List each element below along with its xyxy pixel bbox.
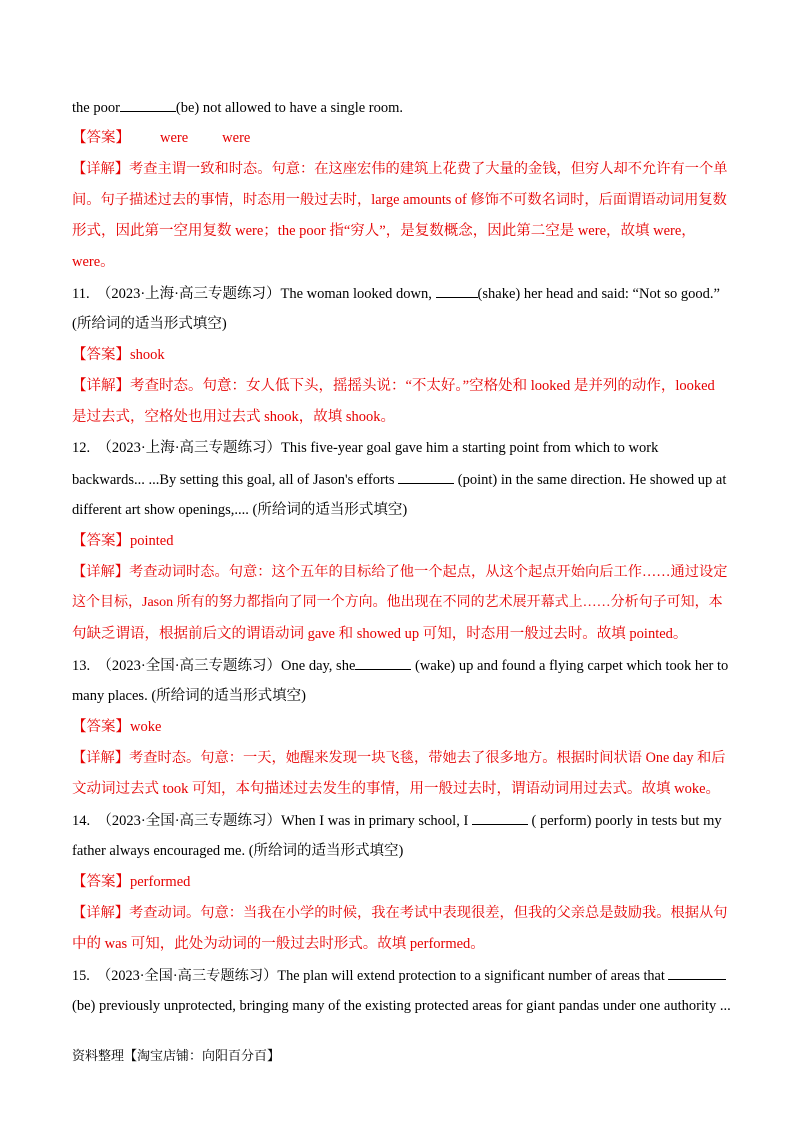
explanation-10-line-2: 间。句子描述过去的事情，时态用一般过去时，large amounts of 修饰不可数名词时，后面谓语动词用复数 (72, 192, 727, 208)
explanation-11-line-2: 是过去式，空格处也用过去式 shook，故填 shook。 (72, 409, 396, 425)
answer-blank (436, 283, 478, 298)
question-12-line-3: different art show openings,.... (所给词的适当形式填空) (72, 502, 408, 518)
question-12-line-1: 12. （2023·上海·高三专题练习）This five-year goal gave him a starting point from which to work (72, 440, 659, 456)
page-footer: 资料整理【淘宝店铺：向阳百分百】 (72, 1049, 281, 1064)
answer-13: 【答案】woke (72, 719, 162, 735)
question-11: 11. （2023·上海·高三专题练习）The woman looked down, (shake) her head and said: “Not so good.” (72, 283, 732, 304)
question-12-line-2: backwards... ...By setting this goal, all of Jason's efforts (point) in the same direction. He showed up at (72, 469, 732, 490)
explanation-10-line-4: were。 (72, 254, 115, 270)
answer-blank (355, 655, 411, 670)
question-15-line-2: (be) previously unprotected, bringing many of the existing protected areas for giant pandas under one authority ... (72, 998, 731, 1014)
explanation-11-line-1: 【详解】考查时态。句意：女人低下头，摇摇头说：“不太好。”空格处和 looked 是并列的动作，looked (72, 378, 715, 394)
explanation-14-line-1: 【详解】考查动词。句意：当我在小学的时候，我在考试中表现很差，但我的父亲总是鼓励我。根据从句 (72, 905, 728, 921)
answer-14: 【答案】performed (72, 874, 191, 890)
question-10-tail: the poor (be) not allowed to have a single room. (72, 97, 732, 118)
answer-11: 【答案】shook (72, 347, 165, 363)
explanation-13-line-1: 【详解】考查时态。句意：一天，她醒来发现一块飞毯，带她去了很多地方。根据时间状语 One day 和后 (72, 750, 726, 766)
answer-12: 【答案】pointed (72, 533, 174, 549)
answer-blank (398, 469, 454, 484)
answer-blank (120, 97, 176, 112)
question-14: 14. （2023·全国·高三专题练习）When I was in primary school, I ( perform) poorly in tests but my (72, 810, 732, 831)
explanation-13-line-2: 文动词过去式 took 可知，本句描述过去发生的事情，用一般过去时，谓语动词用过去式。故填 woke。 (72, 781, 721, 797)
question-13-line-2: many places. (所给词的适当形式填空) (72, 688, 306, 704)
explanation-12-line-3: 句缺乏谓语，根据前后文的谓语动词 gave 和 showed up 可知，时态用一般过去时。故填 pointed。 (72, 626, 688, 642)
question-13: 13. （2023·全国·高三专题练习）One day, she (wake) up and found a flying carpet which took her to (72, 655, 732, 676)
question-14-line-2: father always encouraged me. (所给词的适当形式填空) (72, 843, 404, 859)
question-11-instruction: (所给词的适当形式填空) (72, 316, 227, 332)
explanation-10-line-3: 形式，因此第一空用复数 were；the poor 指“穷人”，是复数概念，因此第二空是 were，故填 were， (72, 223, 696, 239)
explanation-12-line-1: 【详解】考查动词时态。句意：这个五年的目标给了他一个起点，从这个起点开始向后工作……通过设定 (72, 564, 728, 580)
explanation-10-line-1: 【详解】考查主谓一致和时态。句意：在这座宏伟的建筑上花费了大量的金钱，但穷人却不允许有一个单 (72, 161, 728, 177)
answer-blank (472, 810, 528, 825)
answer-10: 【答案】 were were (72, 130, 251, 146)
explanation-12-line-2: 这个目标，Jason 所有的努力都指向了同一个方向。他出现在不同的艺术展开幕式上……分析句子可知，本 (72, 595, 723, 610)
question-15: 15. （2023·全国·高三专题练习）The plan will extend protection to a significant number of areas that (72, 965, 732, 986)
answer-blank (668, 965, 726, 980)
explanation-14-line-2: 中的 was 可知，此处为动词的一般过去时形式。故填 performed。 (72, 936, 485, 952)
